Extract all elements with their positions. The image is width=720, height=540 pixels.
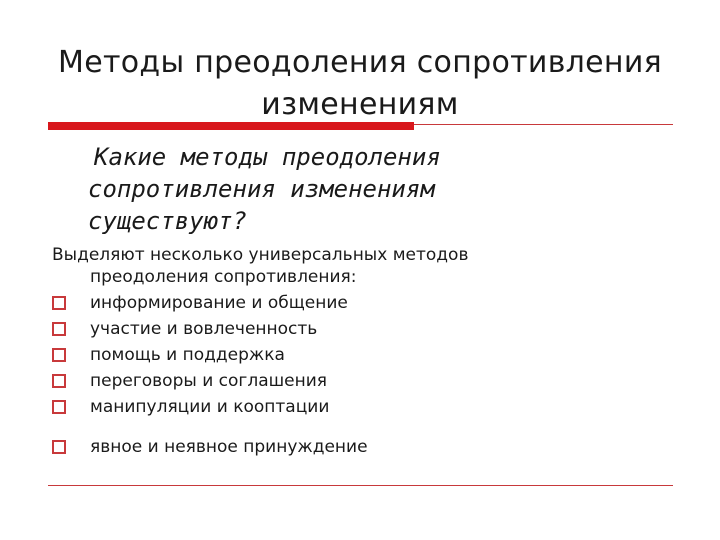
hollow-square-bullet-icon (52, 296, 66, 310)
list-item (52, 368, 612, 394)
list-item (52, 290, 612, 316)
slide-title: Методы преодоления сопротивления изменениям (58, 45, 662, 122)
hollow-square-bullet-icon (52, 348, 66, 362)
question-line: сопротивления изменениям (88, 175, 435, 203)
list-item-text: явное и неявное принуждение (90, 437, 368, 457)
list-item (52, 434, 612, 460)
list-item-text: участие и вовлеченность (90, 319, 318, 339)
list-item-text: манипуляции и кооптации (90, 397, 330, 417)
question-line: Какие методы преодоления (94, 143, 441, 171)
hollow-square-bullet-icon (52, 322, 66, 336)
intro-line: Выделяют несколько универсальных методов (52, 245, 469, 265)
list-item-text: помощь и поддержка (90, 345, 285, 365)
question-block (88, 141, 608, 237)
hollow-square-bullet-icon (52, 440, 66, 454)
title-accent-bar (48, 122, 414, 130)
list-item (52, 342, 612, 368)
list-item (52, 316, 612, 342)
intro-line: преодоления сопротивления: (90, 267, 357, 287)
intro-text (52, 244, 612, 288)
hollow-square-bullet-icon (52, 400, 66, 414)
list-item-text: информирование и общение (90, 293, 348, 313)
hollow-square-bullet-icon (52, 374, 66, 388)
list-item (52, 394, 612, 420)
methods-list (52, 290, 612, 460)
list-item-text: переговоры и соглашения (90, 371, 328, 391)
question-line: существуют? (88, 207, 247, 235)
footer-divider (48, 485, 673, 486)
